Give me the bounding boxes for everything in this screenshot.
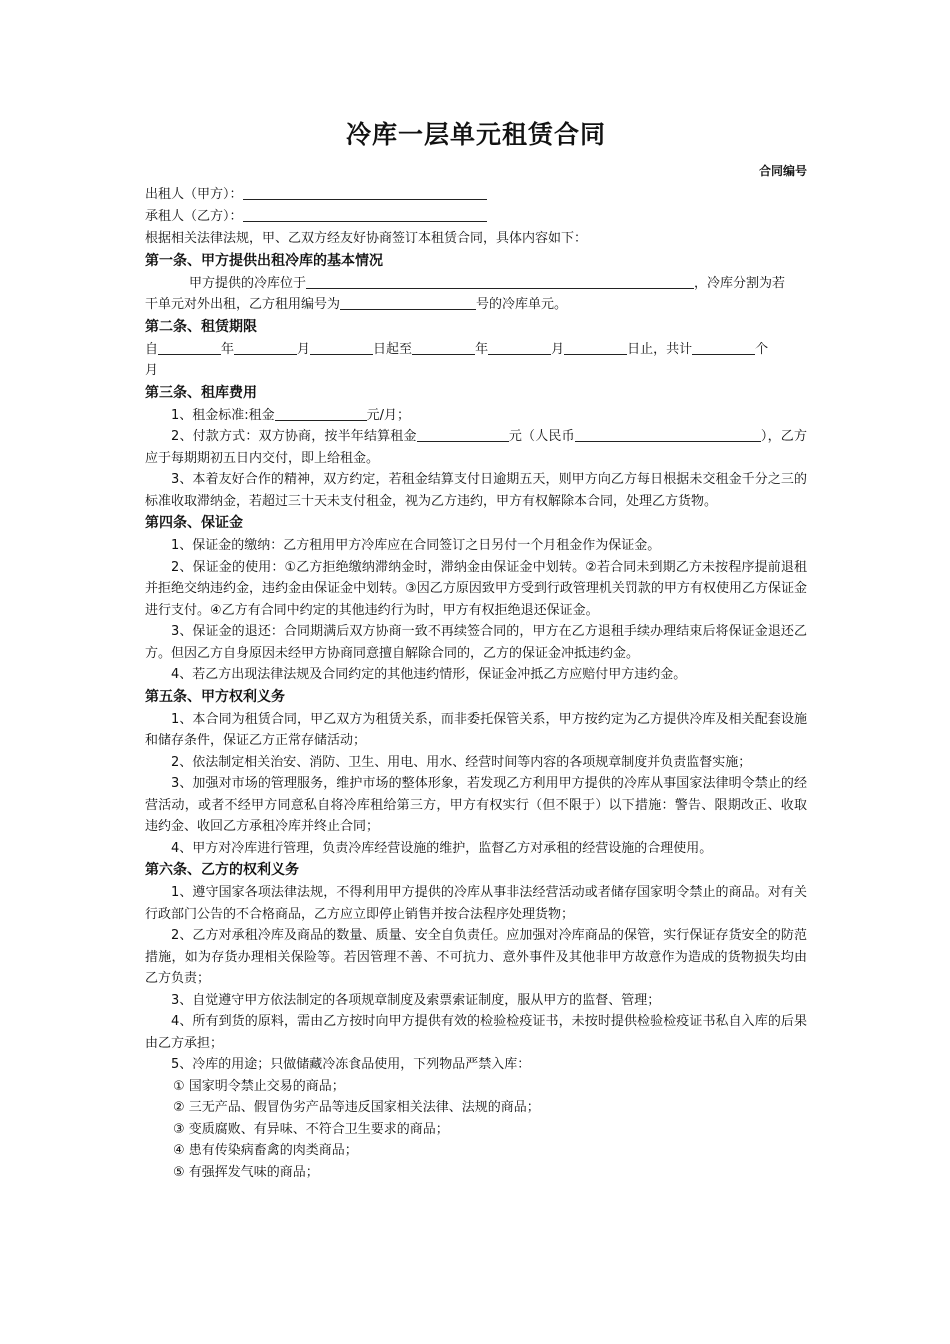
lessee-blank[interactable] [243,207,487,222]
lessee-label: 承租人（乙方）： [145,209,243,224]
a1-text: 号的冷库单元。 [476,297,568,312]
article-1-heading: 第一条、甲方提供出租冷库的基本情况 [145,252,383,269]
a3-text: 元/月； [366,407,411,423]
start-day-blank[interactable] [310,340,373,355]
end-year-blank[interactable] [412,340,475,355]
rent-amount-blank[interactable] [275,406,367,421]
article-6-para-1: 1、遵守国家各项法律法规，不得利用甲方提供的冷库从事非法经营活动或者储存国家明令禁止的商品。对有关行政部门公告的不合格商品，乙方应立即停止销售并按合法程序处理货物； [145,885,807,922]
a3-text: 1、租金标准:租金 [171,407,275,423]
a3-text: 元（人民币 [508,429,575,444]
article-5-para-1: 1、本合同为租赁合同，甲乙双方为租赁关系，而非委托保管关系，甲方按约定为乙方提供冷库及相关配套设施和储存条件，保证乙方正常存储活动； [145,711,807,748]
article-4-heading: 第四条、保证金 [145,515,243,531]
contract-number-label: 合同编号 [758,164,807,178]
total-months-blank[interactable] [692,340,755,355]
article-5-para-3: 3、加强对市场的管理服务，维护市场的整体形象，若发现乙方利用甲方提供的冷库从事国家法律明令禁止的经营活动，或者不经甲方同意私自将冷库租给第三方，甲方有权实行（但不限于）以下措施：警告、限期改正、收取违约金、收回乙方承租冷库并终止合同； [145,776,807,834]
prohibited-item: ② 三无产品、假冒伪劣产品等违反国家相关法律、法规的商品； [173,1100,540,1115]
a2-text: 自 [145,341,159,357]
article-5-para-2: 2、依法制定相关治安、消防、卫生、用电、用水、经营时间等内容的各项规章制度并负责监督实施； [171,754,752,770]
article-4-para-4: 4、若乙方出现法律法规及合同约定的其他违约情形，保证金冲抵乙方应赔付甲方违约金。 [171,667,687,682]
a1-text: ，冷库分割为若 [694,275,786,291]
unit-number-blank[interactable] [340,295,476,310]
article-3-para-2 [145,426,807,469]
lessor-label: 出租人（甲方）： [145,187,243,202]
lessee-line [145,206,807,228]
lease-period-line-2: 月 [145,363,159,378]
end-month-blank[interactable] [488,340,551,355]
intro-paragraph: 根据相关法律法规，甲、乙双方经友好协商签订本租赁合同，具体内容如下： [145,231,588,246]
article-5-heading: 第五条、甲方权利义务 [145,688,285,705]
lessor-line [145,184,807,206]
article-6-para-2: 2、乙方对承租冷库及商品的数量、质量、安全自负责任。应加强对冷库商品的保管，实行保证存货安全的防范措施，如为存货办理相关保险等。若因管理不善、不可抗力、意外事件及其他非甲方故意作为造成的货物损失均由乙方负责； [145,928,807,986]
article-4-para-3: 3、保证金的退还：合同期满后双方协商一致不再续签合同的，甲方在乙方退租手续办理结束后将保证金退还乙方。但因乙方自身原因未经甲方协商同意擅自解除合同的，乙方的保证金冲抵违约金。 [145,624,807,661]
a3-text: 2、付款方式：双方协商，按半年结算租金 [171,429,417,444]
article-6-para-4: 4、所有到货的原料，需由乙方按时向甲方提供有效的检验检疫证书，未按时提供检验检疫证书私自入库的后果由乙方承担； [145,1014,807,1051]
lease-period-line [145,339,807,361]
a2-text: 年 [475,341,489,357]
a2-text: 月 [297,341,311,357]
a2-text: 年 [221,341,235,357]
article-1-para-1 [145,273,807,295]
article-2-heading: 第二条、租赁期限 [145,318,257,335]
lessor-blank[interactable] [243,185,487,200]
article-5-para-4: 4、甲方对冷库进行管理，负责冷库经营设施的维护，监督乙方对承租的经营设施的合理使用。 [171,840,713,856]
a2-text: 日起至 [373,341,413,357]
prohibited-item: ⑤ 有强挥发气味的商品； [173,1164,319,1180]
article-6-para-5: 5、冷库的用途；只做储藏冷冻食品使用，下列物品严禁入库： [171,1057,531,1072]
a2-text: 日止，共计 [627,341,693,357]
rmb-amount-blank[interactable] [575,427,761,442]
a1-text: 甲方提供的冷库位于 [189,275,307,291]
contract-page [145,118,807,1183]
prohibited-item: ④ 患有传染病畜禽的肉类商品； [173,1143,358,1158]
article-1-para-2 [145,294,807,316]
article-6-para-3: 3、自觉遵守甲方依法制定的各项规章制度及索票索证制度，服从甲方的监督、管理； [171,992,661,1008]
a2-text: 月 [551,341,565,357]
start-month-blank[interactable] [234,340,297,355]
article-3-para-1 [145,405,807,427]
article-3-heading: 第三条、租库费用 [145,384,257,401]
article-4-para-2: 2、保证金的使用：①乙方拒绝缴纳滞纳金时，滞纳金由保证金中划转。②若合同未到期乙方未按程序提前退租并拒绝交纳违约金，违约金由保证金中划转。③因乙方原因致甲方受到行政管理机关罚款的甲方有权使用乙方保证金进行支付。④乙方有合同中约定的其他违约行为时，甲方有权拒绝退还保证金。 [145,559,807,618]
article-6-heading: 第六条、乙方的权利义务 [145,862,299,878]
a3-text: ），乙方应于每期期初五日内交付，即上给租金。 [145,429,807,466]
location-blank[interactable] [306,274,694,289]
prohibited-item: ③ 变质腐败、有异味、不符合卫生要求的商品； [173,1121,449,1137]
half-year-rent-blank[interactable] [417,427,509,442]
a1-text: 干单元对外出租，乙方租用编号为 [145,297,341,312]
a2-text: 个 [755,341,769,357]
start-year-blank[interactable] [158,340,221,355]
prohibited-item: ① 国家明令禁止交易的商品； [173,1078,345,1094]
document-title: 冷库一层单元租赁合同 [345,120,606,149]
article-4-para-1: 1、保证金的缴纳：乙方租用甲方冷库应在合同签订之日另付一个月租金作为保证金。 [171,538,661,553]
end-day-blank[interactable] [564,340,627,355]
article-3-para-3: 3、本着友好合作的精神，双方约定，若租金结算支付日逾期五天，则甲方向乙方每日根据未交租金千分之三的标准收取滞纳金，若超过三十天未支付租金，视为乙方违约，甲方有权解除本合同，处理乙方货物。 [145,472,807,509]
